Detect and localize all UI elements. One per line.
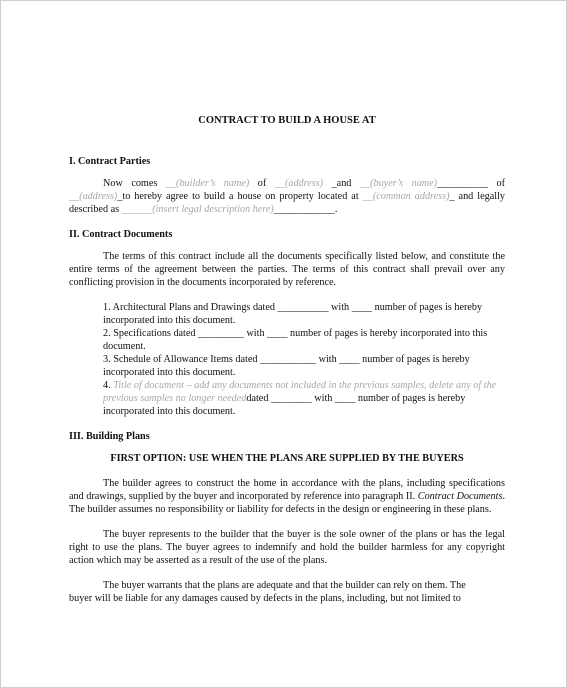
common-address-blank: __(common address) bbox=[362, 191, 450, 202]
section-heading-contract-documents: II. Contract Documents bbox=[69, 229, 173, 240]
text: ____________. bbox=[273, 204, 338, 215]
text: The builder agrees to construct the home in accordance with the plans, including specifications and drawings, supplied by the buyer and incorporated by reference into paragraph II. bbox=[69, 478, 505, 502]
first-option-heading: FIRST OPTION: USE WHEN THE PLANS ARE SUPPLIED BY THE BUYERS bbox=[110, 453, 464, 464]
building-plans-paragraph-1 bbox=[69, 477, 505, 516]
text-italic: Contract Documents bbox=[417, 491, 503, 502]
text: . The builder assumes no responsibility or liability for defects in the design or engineering in these plans. bbox=[69, 491, 505, 515]
document-list bbox=[103, 301, 505, 418]
buyer-name-blank: __(buyer’s name) bbox=[359, 178, 438, 189]
text: Now comes bbox=[103, 178, 166, 189]
section-heading-building-plans: III. Building Plans bbox=[69, 431, 150, 442]
list-item bbox=[103, 379, 505, 418]
contract-parties-paragraph bbox=[69, 177, 505, 216]
builder-name-blank: __(builder’s name) bbox=[165, 178, 250, 189]
document-page bbox=[69, 114, 506, 604]
text: _and bbox=[323, 178, 360, 189]
text: dated ________ with ____ number of pages is hereby incorporated into this document. bbox=[103, 393, 466, 417]
builder-address-blank: __(address) bbox=[274, 178, 324, 189]
text: 4. bbox=[103, 380, 114, 391]
section-heading-contract-parties: I. Contract Parties bbox=[69, 156, 151, 167]
text: _ and bbox=[449, 191, 474, 202]
list-item: 2. Specifications dated _________ with ____ number of pages is hereby incorporated into this document. bbox=[103, 328, 488, 352]
buyer-address-blank: __(address) bbox=[69, 191, 118, 202]
text: buyer will be liable for any damages caused by defects in the plans, including, but not limited to bbox=[69, 593, 461, 604]
list-item: 1. Architectural Plans and Drawings dated __________ with ____ number of pages is hereby incorporated into this document. bbox=[103, 302, 483, 326]
building-plans-paragraph-3: The buyer warrants that the plans are adequate and that the builder can rely on them. The bbox=[103, 580, 466, 591]
truncated-line bbox=[69, 592, 505, 604]
text: __________ of bbox=[437, 178, 506, 189]
text: of bbox=[249, 178, 275, 189]
document-title: CONTRACT TO BUILD A HOUSE AT bbox=[198, 115, 376, 126]
list-item: 3. Schedule of Allowance Items dated ___________ with ____ number of pages is hereby incorporated into this document. bbox=[103, 354, 470, 378]
legal-description-blank: ______(insert legal description here) bbox=[121, 204, 274, 215]
contract-documents-paragraph: The terms of this contract include all the documents specifically listed below, and constitute the entire terms of the agreement between the parties. The terms of this contract shall prevail over any conflicting provision in the documents incorporated by reference. bbox=[69, 251, 505, 288]
building-plans-paragraph-2: The buyer represents to the builder that the buyer is the sole owner of the plans or has the legal right to use the plans. The buyer agrees to indemnify and hold the builder harmless for any copyright action which may be asserted as a result of the use of the plans. bbox=[69, 529, 505, 566]
document-title-hint: Title of document – add any documents not included in the previous samples, delete any of the previous samples no longer needed bbox=[103, 380, 497, 404]
text: _to hereby agree to build a house on property located at bbox=[117, 191, 363, 202]
text: legally described as bbox=[69, 191, 506, 215]
